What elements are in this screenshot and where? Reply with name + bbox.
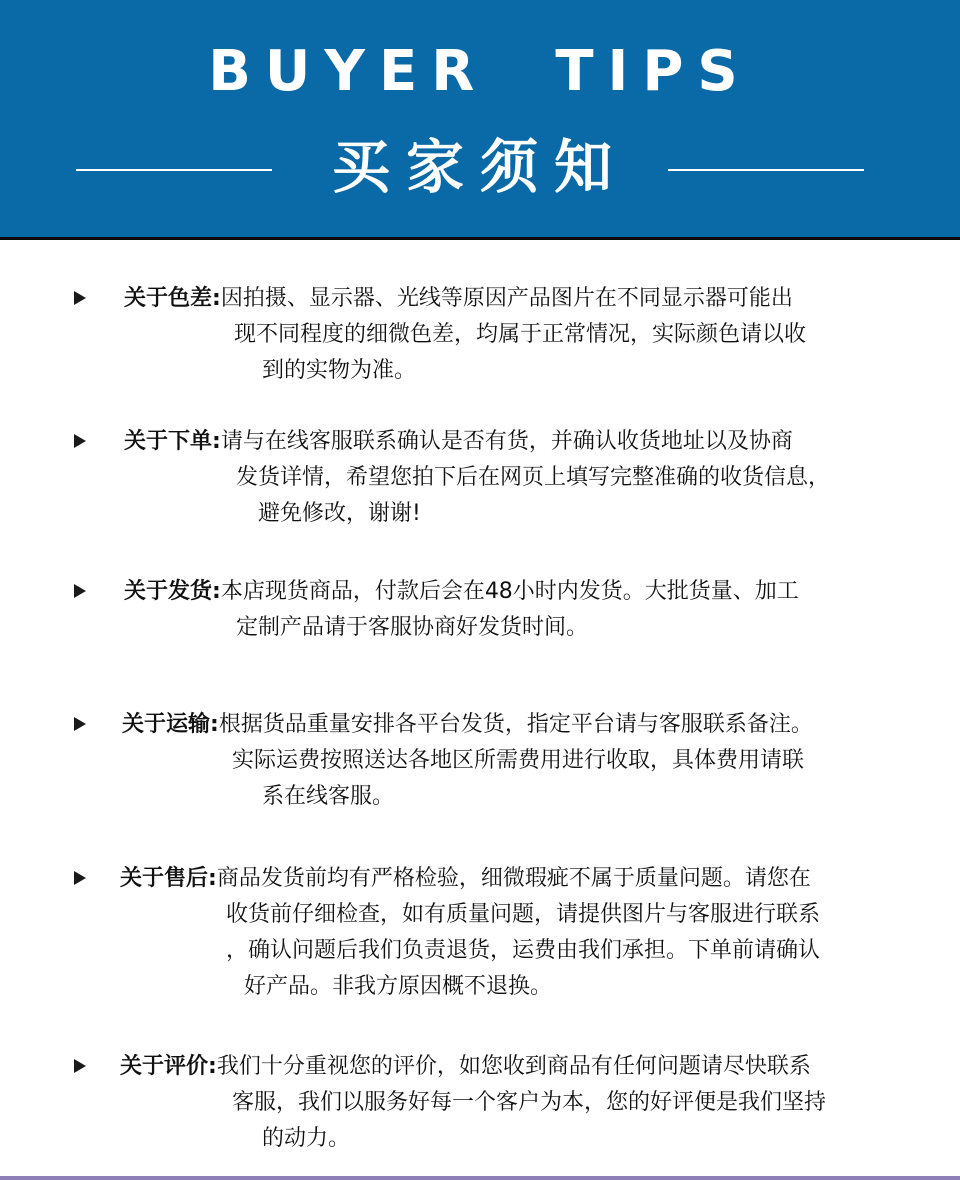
bullet-arrow-icon <box>74 1059 86 1073</box>
tip-label: 关于售后: <box>120 866 217 891</box>
tip-first-line <box>124 427 793 457</box>
tip-label: 关于评价: <box>120 1054 217 1079</box>
tip-first-line <box>124 284 793 314</box>
tip-label: 关于色差: <box>124 286 221 311</box>
tip-text: 定制产品请于客服协商好发货时间。 <box>236 615 589 640</box>
bullet-arrow-icon <box>74 584 86 598</box>
tip-text: 到的实物为准。 <box>262 358 417 383</box>
bullet-arrow-icon <box>74 717 86 731</box>
tip-text: 好产品。非我方原因概不退换。 <box>244 974 553 999</box>
tip-text: 发货详情，希望您拍下后在网页上填写完整准确的收货信息， <box>236 465 831 490</box>
tip-first-line <box>124 577 799 607</box>
title-english: BUYER TIPS <box>208 39 752 104</box>
title-chinese: 买家须知 <box>331 133 628 201</box>
bullet-arrow-icon <box>74 434 86 448</box>
tip-text: 的动力。 <box>262 1126 351 1151</box>
bullet-arrow-icon <box>74 871 86 885</box>
tip-text: 我们十分重视您的评价，如您收到商品有任何问题请尽快联系 <box>216 1054 811 1079</box>
bullet-arrow-icon <box>74 291 86 305</box>
bottom-accent-line <box>0 1176 960 1180</box>
tip-text: 因拍摄、显示器、光线等原因产品图片在不同显示器可能出 <box>220 286 793 311</box>
tip-text: 商品发货前均有严格检验，细微瑕疵不属于质量问题。请您在 <box>216 866 811 891</box>
tip-text: 收货前仔细检查，如有质量问题，请提供图片与客服进行联系 <box>226 902 821 927</box>
tip-text: 客服，我们以服务好每一个客户为本，您的好评便是我们坚持 <box>232 1090 827 1115</box>
tip-first-line <box>122 710 813 740</box>
tip-text: 根据货品重量安排各平台发货，指定平台请与客服联系备注。 <box>218 712 813 737</box>
tip-label: 关于发货: <box>124 579 221 604</box>
tip-text: 系在线客服。 <box>262 784 395 809</box>
tip-text: 现不同程度的细微色差，均属于正常情况，实际颜色请以收 <box>234 322 807 347</box>
tip-label: 关于运输: <box>122 712 219 737</box>
tip-first-line <box>120 1052 811 1082</box>
tip-first-line <box>120 864 811 894</box>
tip-text: 本店现货商品，付款后会在48小时内发货。大批货量、加工 <box>220 579 799 604</box>
tip-text: 实际运费按照送达各地区所需费用进行收取，具体费用请联 <box>232 748 805 773</box>
tip-text: 请与在线客服联系确认是否有货，并确认收货地址以及协商 <box>220 429 793 454</box>
tip-label: 关于下单: <box>124 429 221 454</box>
tip-text: ，确认问题后我们负责退货，运费由我们承担。下单前请确认 <box>226 938 821 963</box>
tip-text: 避免修改，谢谢! <box>258 501 421 526</box>
